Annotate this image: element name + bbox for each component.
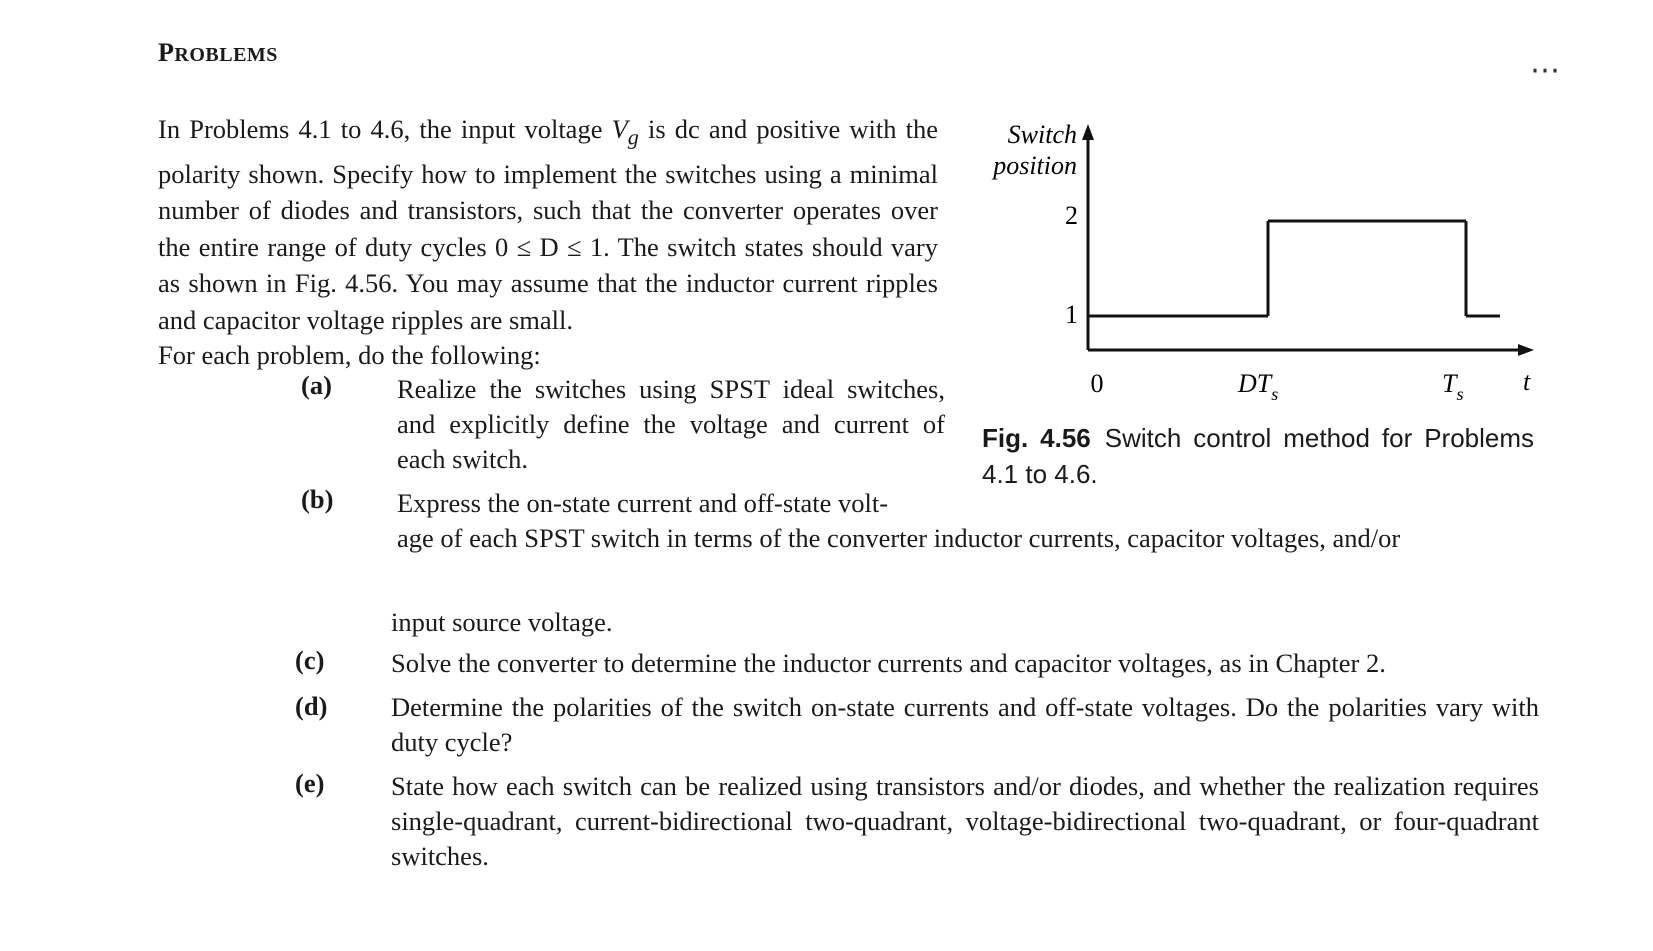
vg-symbol: V: [611, 114, 628, 144]
caption-text: Switch control method for Problems 4.1 to 4.6.: [982, 423, 1535, 489]
item-c-text: Solve the converter to determine the inductor currents and capacitor voltages, as in Chapter 2.: [391, 648, 1386, 678]
lead-in: For each problem, do the following:: [158, 340, 541, 370]
item-a-label: (a): [301, 370, 332, 400]
y-tick-1: 1: [1065, 300, 1078, 329]
duty-range: 0 ≤ D ≤ 1: [495, 231, 604, 262]
item-d-label: (d): [295, 691, 328, 721]
item-e-label: (e): [295, 768, 325, 798]
y-axis-arrow: [1082, 124, 1094, 140]
section-heading: PROBLEMS: [158, 38, 278, 67]
x-tick-ts: $T_s$: [1442, 369, 1464, 404]
more-options-icon[interactable]: ⋯: [1530, 53, 1561, 88]
x-axis-arrow: [1518, 344, 1534, 356]
item-d-text: Determine the polarities of the switch on-state currents and off-state voltages. Do the polarities vary with duty cycle?: [391, 692, 1539, 757]
item-b-line1: Express the on-state current and off-state volt-: [397, 488, 889, 518]
x-tick-dts: $DT_s$: [1238, 369, 1279, 404]
intro-paragraph: In Problems 4.1 to 4.6, the input voltage $V_g$ is dc and positive with the polarity shown. Specify how to implement the switches using a minimal number of diodes and transistors, such that the converter operates over the entire range of duty cycles 0 ≤ D ≤ 1. The switch states should vary as shown in Fig. 4.56. You may assume that the inductor current ripples and capacitor voltage ripples are small.: [158, 114, 939, 335]
caption-label: Fig. 4.56: [982, 423, 1091, 453]
y-tick-2: 2: [1065, 201, 1078, 230]
item-b-label: (b): [301, 484, 334, 514]
x-axis-var: t: [1523, 367, 1531, 396]
switch-waveform: [1088, 221, 1500, 316]
item-b-line3: input source voltage.: [391, 607, 613, 637]
y-axis-label-line2: position: [993, 151, 1077, 180]
x-tick-0: 0: [1090, 369, 1104, 398]
item-e-text: State how each switch can be realized using transistors and/or diodes, and whether the realization requires single-quadrant, current-bidirectional two-quadrant, voltage-bidirectional two-quadrant, or four-quadrant switches.: [391, 771, 1539, 871]
y-axis-label-line1: Switch: [1007, 120, 1077, 149]
item-b-line2: age of each SPST switch in terms of the converter inductor currents, capacitor voltages, and/or: [397, 523, 1401, 553]
item-a-text: Realize the switches using SPST ideal switches, and explicitly define the voltage and current of each switch.: [397, 374, 945, 474]
figure-caption: [982, 420, 1534, 492]
item-c-label: (c): [295, 645, 325, 675]
